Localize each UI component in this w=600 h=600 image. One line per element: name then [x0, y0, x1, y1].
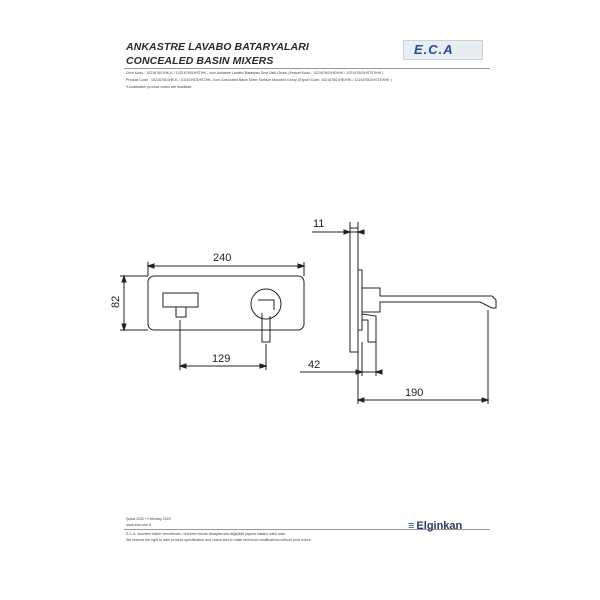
arrow-11-right	[358, 230, 364, 234]
footer-date: Şubat 2020 / February 2020	[126, 517, 171, 521]
arrow-190-left	[358, 398, 364, 402]
elginkan-logo	[408, 520, 462, 532]
arrow-82-bottom	[122, 324, 126, 330]
arrow-42-left	[356, 370, 362, 374]
elginkan-logo-text: Elginkan	[416, 520, 463, 532]
footer-note-en: We reserve the right to alter product specification and colors and to make technical modifications without prior notice.	[126, 538, 312, 542]
arrow-82-top	[122, 276, 126, 282]
title-english: CONCEALED BASIN MIXERS	[126, 55, 274, 67]
side-cover	[358, 270, 362, 330]
footer-note-tr: E.C.A. önceden haber vermeksizin, ürünlerin teknik detaylarında değişiklik yapma hakkını saklı tutar.	[126, 532, 286, 536]
arrow-240-left	[148, 264, 154, 268]
footer-web: www.eca.com.tr	[126, 523, 152, 527]
localisation-note: *Localisation product codes are available.	[126, 85, 193, 89]
arrow-129-right	[260, 364, 266, 368]
side-spout	[362, 288, 496, 312]
knob-handle	[262, 313, 270, 342]
product-code-en: Product Code : 102167601HK-K / 102167601HSTHK- Icon Concealed Basin Mixer Surface Mounted Group (Export Code: 102167601HEXHK / 102167601HSTEXHK )	[126, 78, 392, 82]
arrow-190-right	[482, 398, 488, 402]
arrow-240-right	[298, 264, 304, 268]
dim-label-82: 82	[110, 295, 122, 308]
dim-label-129: 129	[212, 353, 231, 365]
eca-logo-text: E.C.A	[414, 42, 454, 57]
side-wall-plate	[350, 228, 358, 352]
elginkan-mark-icon: ≡	[408, 520, 415, 532]
front-knob	[251, 289, 281, 319]
arrow-11-left	[344, 230, 350, 234]
arrow-42-right	[376, 370, 382, 374]
product-code-tr: Ürün Kodu : 102167601HK-K / 102167601HSTHK - Icon Ankastre Lavabo Bataryası Sıva Üstü Grubu (İhracat Kodu : 102167601HEXHK / 102167601HSTEXHK )	[126, 71, 384, 75]
arrow-129-left	[180, 364, 186, 368]
dim-label-42: 42	[308, 359, 321, 371]
dim-label-240: 240	[213, 252, 232, 264]
side-handle	[362, 314, 376, 342]
knob-detail	[258, 300, 274, 310]
dim-label-11: 11	[313, 218, 325, 230]
title-turkish: ANKASTRE LAVABO BATARYALARI	[126, 41, 309, 53]
front-lever	[163, 293, 198, 307]
lever-stem	[176, 307, 186, 317]
dim-label-190: 190	[405, 387, 424, 399]
